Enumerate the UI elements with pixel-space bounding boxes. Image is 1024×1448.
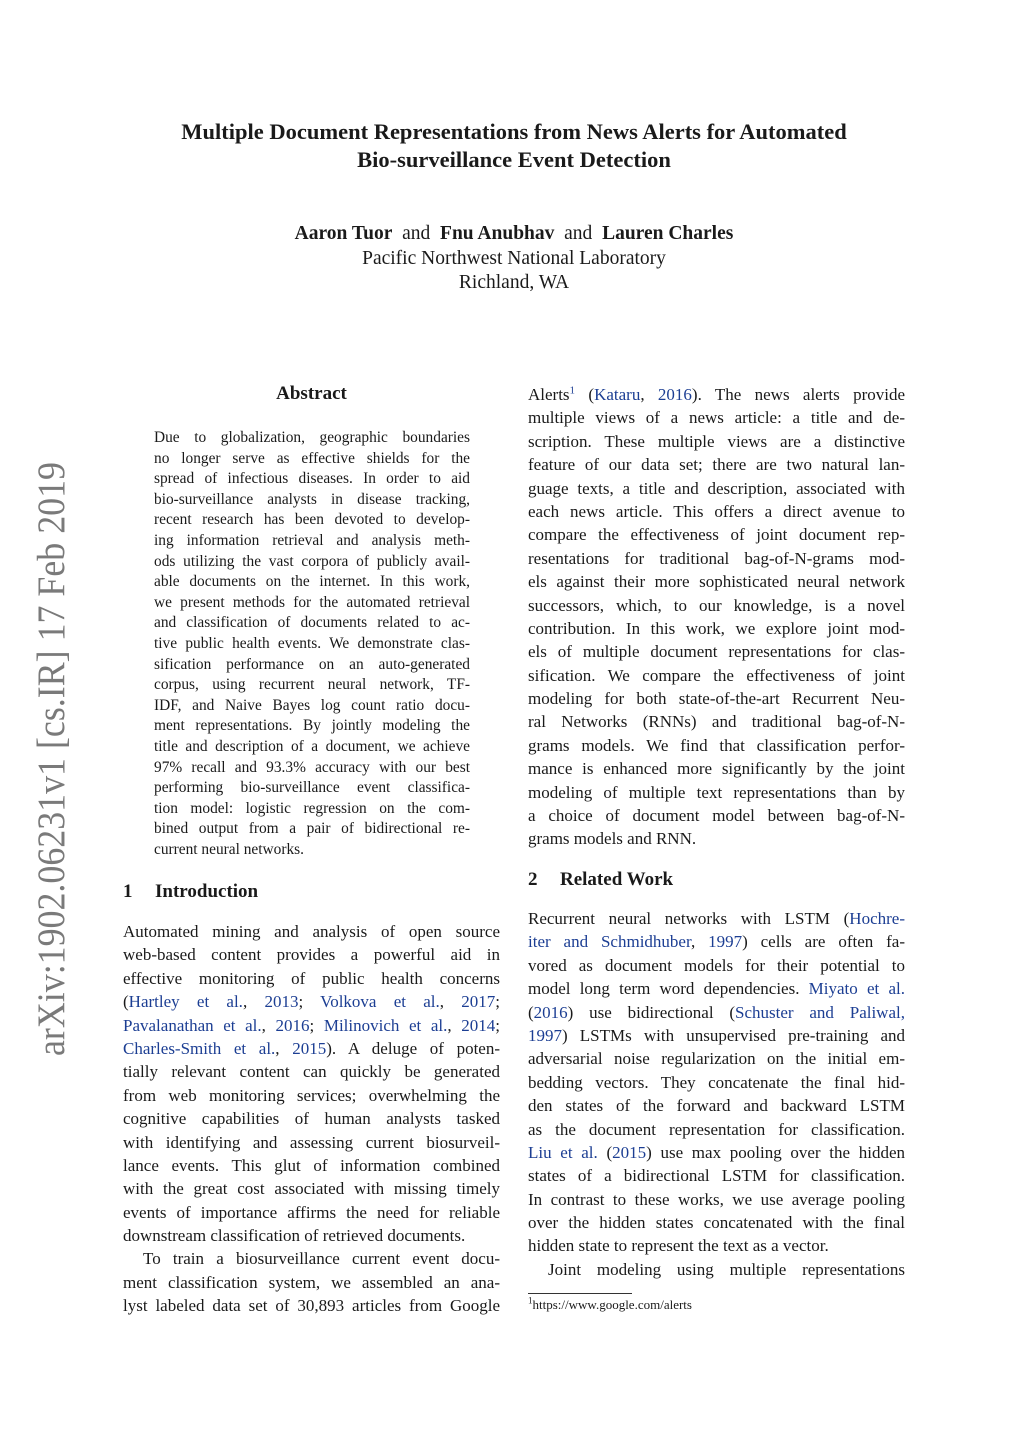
text-line bbox=[528, 977, 905, 1000]
text-line: lance events. This glut of information combined bbox=[123, 1155, 500, 1175]
text-line: sification. We compare the effectiveness of joint bbox=[528, 665, 905, 685]
related-work-body bbox=[528, 907, 905, 1281]
citation-link[interactable]: Volkova et al. bbox=[320, 992, 440, 1012]
abstract-line: IDF, and Naive Bayes log count ratio docu- bbox=[154, 696, 470, 714]
abstract-heading: Abstract bbox=[276, 383, 347, 404]
abstract-line: able documents on the internet. In this work, bbox=[154, 573, 470, 591]
text-fragment: , bbox=[261, 1015, 276, 1035]
text-line: effective monitoring of public health concerns bbox=[123, 968, 500, 988]
text-fragment: model long term word dependencies. bbox=[528, 979, 809, 999]
text-fragment: , bbox=[242, 992, 265, 1012]
text-line: grams models. We find that classification perfor- bbox=[528, 735, 905, 755]
text-line: els against their more sophisticated neural network bbox=[528, 572, 905, 592]
location: Richland, WA bbox=[458, 272, 570, 293]
abstract-line: corpus, using recurrent neural network, TF- bbox=[154, 676, 470, 694]
abstract-line: ods utilizing the vast corpora of publicly avail- bbox=[154, 552, 470, 570]
citation-link[interactable]: 1997 bbox=[708, 932, 743, 952]
text-line: states of a bidirectional LSTM for classification. bbox=[528, 1166, 905, 1186]
text-fragment: , bbox=[447, 1015, 462, 1035]
text-fragment: ). A deluge of poten- bbox=[326, 1038, 501, 1058]
text-fragment: ; bbox=[495, 1015, 500, 1035]
text-line: web-based content provides a powerful aid in bbox=[123, 945, 500, 965]
text-line: mance is enhanced more significantly by the joint bbox=[528, 759, 905, 779]
affiliation: Pacific Northwest National Laboratory bbox=[362, 247, 666, 269]
text-line: ral Networks (RNNs) and traditional bag-of-N- bbox=[528, 712, 905, 732]
abstract-line: performing bio-surveillance event classifica- bbox=[154, 779, 470, 797]
text-line: modeling for both state-of-the-art Recurrent Neu- bbox=[528, 689, 905, 709]
abstract-line: tive public health events. We demonstrate clas- bbox=[154, 634, 470, 652]
text-line bbox=[528, 383, 905, 406]
text-fragment: ). The news alerts provide bbox=[691, 385, 906, 404]
abstract-line: ment representations. By jointly modeling the bbox=[154, 717, 470, 735]
abstract-line: tion model: logistic regression on the com- bbox=[154, 799, 470, 817]
introduction-body bbox=[123, 920, 500, 1318]
text-fragment: , bbox=[275, 1038, 293, 1058]
citation-link[interactable]: Hartley et al. bbox=[128, 992, 243, 1012]
arxiv-id: arXiv:1902.06231v1 [cs.IR] 17 Feb 2019 bbox=[30, 410, 73, 1056]
abstract-line: 97% recall and 93.3% accuracy with our best bbox=[154, 758, 470, 776]
text-line: as the document representation for classification. bbox=[528, 1119, 905, 1139]
citation-link[interactable]: Schuster and Paliwal, bbox=[735, 1002, 905, 1022]
section-number: 2 bbox=[528, 869, 538, 890]
text-fragment: ) cells are often fa- bbox=[742, 932, 906, 952]
text-fragment: ( bbox=[123, 992, 129, 1012]
text-line: with identifying and assessing current biosurveil- bbox=[123, 1132, 500, 1152]
section-heading-related-work bbox=[528, 869, 673, 891]
text-line: bedding vectors. They concatenate the final hid- bbox=[528, 1072, 905, 1092]
text-fragment: ; bbox=[298, 992, 321, 1012]
author-name: Lauren Charles bbox=[602, 223, 734, 244]
citation-link[interactable]: 2016 bbox=[657, 385, 692, 404]
text-fragment: ) use bidirectional ( bbox=[567, 1002, 736, 1022]
text-line: guage texts, a title and description, associated with bbox=[528, 478, 905, 498]
text-fragment: Alerts bbox=[528, 385, 570, 404]
text-fragment: ( bbox=[597, 1142, 613, 1162]
citation-link[interactable]: Pavalanathan et al. bbox=[123, 1015, 262, 1035]
text-line bbox=[528, 907, 905, 930]
citation-link[interactable]: iter and Schmidhuber bbox=[528, 932, 691, 952]
citation-link[interactable]: Hochre- bbox=[849, 909, 905, 928]
text-line: In contrast to these works, we use average pooling bbox=[528, 1189, 905, 1209]
text-line: each news article. This offers a direct avenue to bbox=[528, 501, 905, 521]
text-fragment: ) use max pooling over the hidden bbox=[646, 1142, 905, 1162]
text-line: den states of the forward and backward LSTM bbox=[528, 1096, 905, 1116]
footnote-marker[interactable]: 1 bbox=[569, 384, 576, 397]
citation-link[interactable]: Charles-Smith et al. bbox=[123, 1038, 276, 1058]
author-block bbox=[100, 222, 928, 296]
text-fragment: , bbox=[439, 992, 462, 1012]
abstract-line: ing information retrieval and analysis meth- bbox=[154, 531, 470, 549]
citation-link[interactable]: Miyato et al. bbox=[808, 979, 905, 999]
text-line: Automated mining and analysis of open source bbox=[123, 922, 500, 941]
abstract-line: bined output from a pair of bidirectional re- bbox=[154, 820, 470, 838]
abstract-line: current neural networks. bbox=[154, 840, 304, 858]
text-line: feature of our data set; there are two natural lan- bbox=[528, 455, 905, 475]
citation-link[interactable]: 2016 bbox=[275, 1015, 310, 1035]
text-fragment: , bbox=[640, 385, 658, 404]
text-line: hidden state to represent the text as a vector. bbox=[528, 1236, 829, 1256]
text-line bbox=[528, 930, 905, 953]
abstract-line: sification performance on an auto-generated bbox=[154, 655, 470, 673]
abstract-line: we present methods for the automated retrieval bbox=[154, 593, 470, 611]
text-line: grams models and RNN. bbox=[528, 829, 697, 849]
text-line: over the hidden states concatenated with the final bbox=[528, 1213, 905, 1233]
text-line: successors, which, to our knowledge, is a novel bbox=[528, 595, 905, 615]
citation-link[interactable]: 2016 bbox=[533, 1002, 568, 1022]
text-line: vored as document models for their potential to bbox=[528, 955, 905, 975]
section-title: Introduction bbox=[155, 881, 259, 902]
abstract-line: spread of infectious diseases. In order to aid bbox=[154, 470, 470, 488]
citation-link[interactable]: Milinovich et al. bbox=[323, 1015, 448, 1035]
title-line: Multiple Document Representations from News Alerts for Automated bbox=[181, 119, 847, 144]
author-name: Aaron Tuor bbox=[294, 223, 393, 244]
author-separator: and bbox=[564, 223, 593, 244]
text-fragment: ) LSTMs with unsupervised pre-training and bbox=[562, 1025, 905, 1045]
author-name: Fnu Anubhav bbox=[440, 223, 555, 244]
text-fragment: ; bbox=[309, 1015, 324, 1035]
text-fragment: ( bbox=[575, 385, 595, 404]
citation-link[interactable]: 2013 bbox=[264, 992, 299, 1012]
section-number: 1 bbox=[123, 881, 133, 902]
citation-link[interactable]: 2017 bbox=[461, 992, 496, 1012]
text-line: modeling of multiple text representations than by bbox=[528, 782, 905, 802]
text-line: els of multiple document representations for clas- bbox=[528, 642, 905, 662]
text-line: Joint modeling using multiple representations bbox=[548, 1259, 905, 1279]
citation-link[interactable]: Liu et al. bbox=[528, 1142, 598, 1162]
text-line: compare the effectiveness of joint document rep- bbox=[528, 525, 905, 545]
text-line: with the great cost associated with missing timely bbox=[123, 1179, 500, 1199]
text-fragment: ; bbox=[495, 992, 500, 1012]
text-line: ment classification system, we assembled an ana- bbox=[123, 1272, 500, 1292]
footnote bbox=[528, 1297, 692, 1313]
abstract-line: title and description of a document, we achieve bbox=[154, 737, 470, 755]
text-line bbox=[528, 1141, 905, 1164]
text-line bbox=[123, 1037, 500, 1060]
text-fragment: Recurrent neural networks with LSTM ( bbox=[528, 909, 850, 928]
abstract-line: bio-surveillance analysts in disease tracking, bbox=[154, 490, 470, 508]
footnote-number: 1 bbox=[528, 1295, 533, 1306]
abstract-line: Due to globalization, geographic boundaries bbox=[154, 429, 470, 446]
abstract-body bbox=[154, 428, 470, 860]
citation-link[interactable]: Kataru bbox=[594, 385, 641, 404]
author-names bbox=[100, 222, 928, 247]
text-line: a choice of document model between bag-of-N- bbox=[528, 806, 905, 826]
citation-link[interactable]: 2015 bbox=[612, 1142, 647, 1162]
title-line: Bio-surveillance Event Detection bbox=[357, 147, 671, 172]
abstract-line: recent research has been devoted to develop- bbox=[154, 511, 470, 529]
footnote-rule bbox=[528, 1293, 632, 1294]
text-line: tially relevant content can quickly be generated bbox=[123, 1062, 500, 1082]
text-line: cognitive capabilities of human analysts tasked bbox=[123, 1109, 500, 1129]
text-line: events of importance affirms the need for reliable bbox=[123, 1202, 500, 1222]
text-line bbox=[123, 1014, 500, 1037]
text-line: lyst labeled data set of 30,893 articles from Google bbox=[123, 1296, 500, 1316]
text-line bbox=[528, 1001, 905, 1024]
right-column-intro-continued bbox=[528, 383, 905, 851]
text-line: adversarial noise regularization on the initial em- bbox=[528, 1049, 905, 1069]
citation-link[interactable]: 2015 bbox=[292, 1038, 327, 1058]
abstract-line: and classification of documents related to ac- bbox=[154, 614, 470, 632]
citation-link[interactable]: 1997 bbox=[528, 1025, 562, 1045]
text-line: To train a biosurveillance current event docu- bbox=[143, 1249, 500, 1269]
text-line: scription. These multiple views are a distinctive bbox=[528, 431, 905, 451]
author-separator: and bbox=[402, 223, 431, 244]
citation-link[interactable]: 2014 bbox=[461, 1015, 496, 1035]
text-line: multiple views of a news article: a title and de- bbox=[528, 408, 905, 428]
abstract-line: no longer serve as effective shields for the bbox=[154, 449, 470, 467]
section-title: Related Work bbox=[560, 869, 674, 890]
text-line: downstream classification of retrieved documents. bbox=[123, 1226, 466, 1246]
text-fragment: ( bbox=[528, 1002, 534, 1022]
text-line bbox=[123, 990, 500, 1013]
text-line: resentations for traditional bag-of-N-grams mod- bbox=[528, 548, 905, 568]
text-fragment: , bbox=[690, 932, 709, 952]
text-line: from web monitoring services; overwhelming the bbox=[123, 1085, 500, 1105]
text-line: contribution. In this work, we explore joint mod- bbox=[528, 618, 905, 638]
text-line bbox=[528, 1024, 905, 1047]
footnote-url[interactable]: https://www.google.com/alerts bbox=[532, 1297, 692, 1312]
section-heading-introduction bbox=[123, 881, 258, 903]
paper-title bbox=[100, 118, 928, 174]
